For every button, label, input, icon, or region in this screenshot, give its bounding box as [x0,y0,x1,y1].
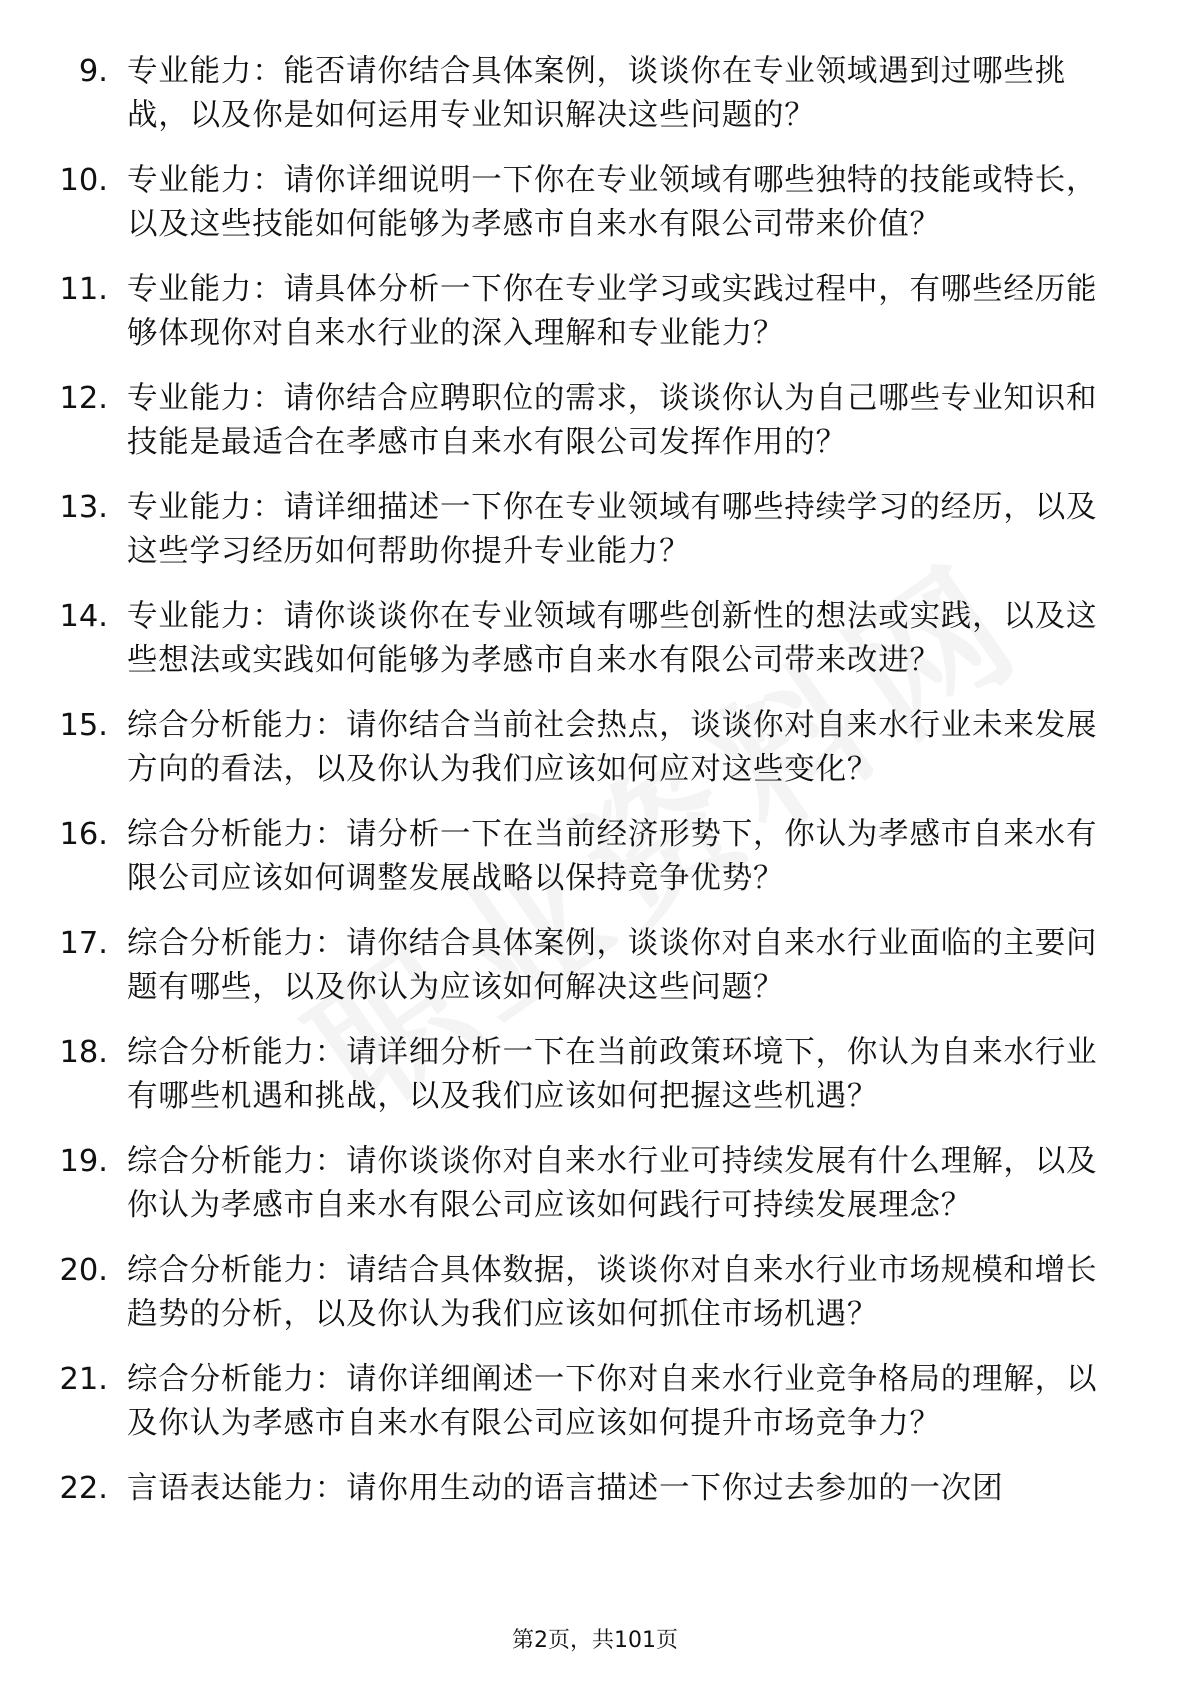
page-number-label: 第2页，共101页 [512,1628,678,1653]
question-number: 17. [59,926,108,961]
page-footer [0,1626,1190,1656]
question-text: 综合分析能力：请你详细阐述一下你对自来水行业竞争格局的理解，以及你认为孝感市自来水有限公司应该如何提升市场竞争力？ [127,1362,1098,1441]
question-item [0,595,1190,683]
question-text: 专业能力：请具体分析一下你在专业学习或实践过程中，有哪些经历能够体现你对自来水行业的深入理解和专业能力？ [127,272,1098,351]
question-number: 20. [59,1253,108,1288]
question-item [0,1249,1190,1337]
question-text: 专业能力：请你谈谈你在专业领域有哪些创新性的想法或实践，以及这些想法或实践如何能够为孝感市自来水有限公司带来改进？ [127,599,1098,678]
question-item [0,50,1190,138]
question-text: 专业能力：请详细描述一下你在专业领域有哪些持续学习的经历，以及这些学习经历如何帮助你提升专业能力？ [127,490,1098,569]
question-item [0,486,1190,574]
question-item [0,704,1190,792]
question-text: 专业能力：请你详细说明一下你在专业领域有哪些独特的技能或特长，以及这些技能如何能够为孝感市自来水有限公司带来价值？ [127,163,1098,242]
question-number: 19. [59,1144,108,1179]
question-item [0,268,1190,356]
question-number: 15. [59,708,108,743]
question-number: 18. [59,1035,108,1070]
question-text: 言语表达能力：请你用生动的语言描述一下你过去参加的一次团 [127,1471,1004,1506]
question-text: 综合分析能力：请分析一下在当前经济形势下，你认为孝感市自来水有限公司应该如何调整发展战略以保持竞争优势？ [127,817,1098,896]
question-number: 11. [59,272,108,307]
question-number: 22. [59,1471,108,1506]
question-item [0,159,1190,247]
question-text: 综合分析能力：请详细分析一下在当前政策环境下，你认为自来水行业有哪些机遇和挑战，以及我们应该如何把握这些机遇？ [127,1035,1098,1114]
question-text: 专业能力：能否请你结合具体案例，谈谈你在专业领域遇到过哪些挑战，以及你是如何运用专业知识解决这些问题的？ [127,54,1066,133]
question-number: 21. [59,1362,108,1397]
question-number: 9. [78,54,108,89]
question-item [0,922,1190,1010]
question-text: 综合分析能力：请你结合具体案例，谈谈你对自来水行业面临的主要问题有哪些，以及你认为应该如何解决这些问题？ [127,926,1098,1005]
question-text: 综合分析能力：请你谈谈你对自来水行业可持续发展有什么理解，以及你认为孝感市自来水有限公司应该如何践行可持续发展理念？ [127,1144,1098,1223]
question-item [0,1358,1190,1446]
question-item [0,1031,1190,1119]
question-item [0,813,1190,901]
question-number: 12. [59,381,108,416]
question-number: 14. [59,599,108,634]
question-list [0,50,1190,1532]
question-text: 综合分析能力：请结合具体数据，谈谈你对自来水行业市场规模和增长趋势的分析，以及你认为我们应该如何抓住市场机遇？ [127,1253,1098,1332]
question-item [0,377,1190,465]
question-number: 13. [59,490,108,525]
question-number: 16. [59,817,108,852]
question-number: 10. [59,163,108,198]
question-text: 综合分析能力：请你结合当前社会热点，谈谈你对自来水行业未来发展方向的看法，以及你认为我们应该如何应对这些变化？ [127,708,1098,787]
question-item [0,1140,1190,1228]
question-text: 专业能力：请你结合应聘职位的需求，谈谈你认为自己哪些专业知识和技能是最适合在孝感市自来水有限公司发挥作用的？ [127,381,1098,460]
question-item [0,1467,1190,1511]
